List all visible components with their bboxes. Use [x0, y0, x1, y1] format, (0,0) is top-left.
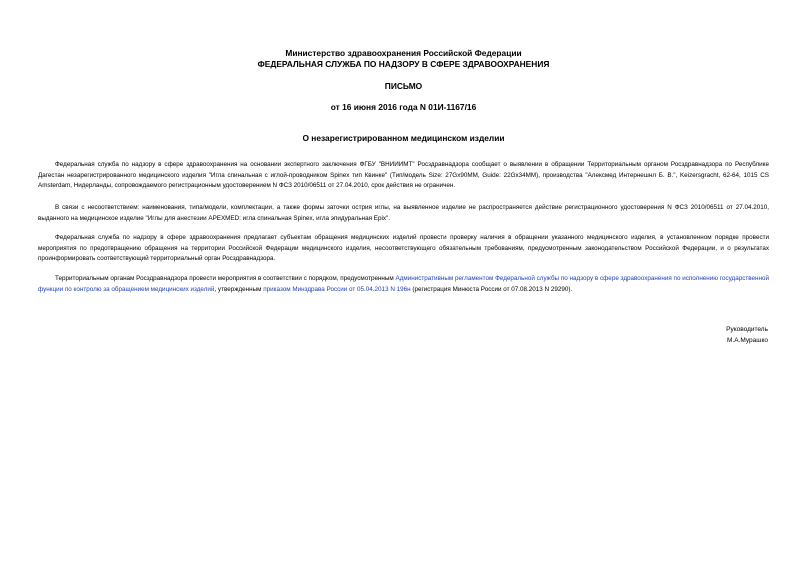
document-type: ПИСЬМО [384, 81, 423, 91]
signature-name: М.А.Мурашко [726, 337, 768, 344]
document-date-number: от 16 июня 2016 года N 01И-1167/16 [330, 102, 477, 112]
signature-position: Руководитель [726, 326, 768, 333]
paragraph-3: Федеральная служба по надзору в сфере здравоохранения предлагает субъектам обращения медицинских изделий провести проверку наличия в обращении указанного медицинского изделия, в установленном порядке провести мероприятия по предотвращению обращения на территории Российской Федерации медицинского изделия, несоответствующего обязательным требованиям, предусмотренным законодательством Российской Федерации, и о результатах проинформировать соответствующий территориальный орган Росздравнадзора. [38, 234, 769, 262]
document-subject: О незарегистрированном медицинском изделии [302, 133, 505, 143]
regulation-link[interactable]: Административным регламентом Федеральной службы по надзору в сфере здравоохранения по исполнению государственной функции по контролю за обращением медицинских изделий [38, 275, 770, 293]
paragraph-4 [38, 274, 769, 295]
ministry-name: Министерство здравоохранения Российской Федерации [285, 48, 522, 58]
paragraph-4-end: (регистрация Минюста России от 07.08.2013 N 29290). [410, 285, 573, 293]
order-link[interactable]: приказом Минздрава России от 05.04.2013 N 196н [263, 285, 411, 293]
paragraph-2: В связи с несоответствием: наименования, типа/модели, комплектации, а также формы заточки острия иглы, на выявленное изделие не распространяется действие регистрационного удостоверения N ФСЗ 2010/06511 от 27.04.2010, выданного на медицинское изделие "Иглы для анестезии APEXMED: игла спинальная Spinex, игла эпидуральная Epix". [38, 204, 769, 222]
paragraph-1: Федеральная служба по надзору в сфере здравоохранения на основании экспертного заключения ФГБУ "ВНИИИМТ" Росздравнадзора сообщает о выявлении в обращении Территориальным органом Росздравнадзора по Республике Дагестан незарегистрированного медицинского изделия "Игла спинальная с иглой-проводником Spinex тип Квинке" (Тип/модель Size: 27Gx90MM, Guide: 22Gx34MM), производства "Алексмед Интернешнл Б. В.", Keizersgracht, 62-64, 1015 CS Amsterdam, Нидерланды, сопровождаемого регистрационным удостоверением N ФСЗ 2010/06511 от 27.04.2010, срок действия не ограничен. [38, 161, 769, 189]
paragraph-4-start: Территориальным органам Росздравнадзора провести мероприятия в соответствии с порядком, предусмотренным [55, 275, 396, 282]
service-name: ФЕДЕРАЛЬНАЯ СЛУЖБА ПО НАДЗОРУ В СФЕРЕ ЗДРАВООХРАНЕНИЯ [257, 59, 550, 69]
paragraph-4-mid: , утвержденным [214, 285, 264, 293]
